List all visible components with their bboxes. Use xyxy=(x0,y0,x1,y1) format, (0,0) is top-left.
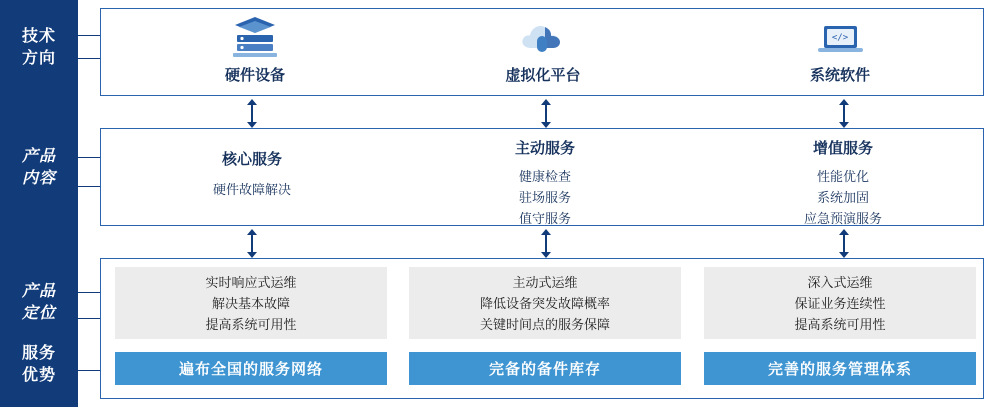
rail-label-line2: 定位 xyxy=(21,305,56,322)
rail-label-line2: 方向 xyxy=(21,50,56,67)
rail-label-line1: 产品 xyxy=(21,148,56,165)
positioning-line: 保证业务连续性 xyxy=(794,295,886,311)
positioning-line: 解决基本故障 xyxy=(211,295,290,311)
positioning-line: 降低设备突发故障概率 xyxy=(479,295,610,311)
positioning-card-realtime[interactable] xyxy=(115,267,387,339)
rail-label-line2: 内容 xyxy=(21,170,56,187)
product-content-core[interactable] xyxy=(122,150,382,200)
laptop-code-icon xyxy=(740,14,940,60)
arrow-hardware-core xyxy=(251,105,253,122)
rail-label-line1: 服务 xyxy=(21,345,56,362)
arrow-core-positioning xyxy=(251,235,253,252)
tech-item-system-software[interactable] xyxy=(740,14,940,85)
tech-item-label: 系统软件 xyxy=(809,67,870,84)
rail-label-product-content xyxy=(0,146,78,190)
positioning-card-proactive[interactable] xyxy=(409,267,681,339)
arrow-value-positioning xyxy=(843,235,845,252)
product-content-item: 性能优化 xyxy=(816,169,869,184)
positioning-line: 实时响应式运维 xyxy=(205,274,297,290)
positioning-card-indepth[interactable] xyxy=(704,267,976,339)
product-content-item: 值守服务 xyxy=(518,211,571,226)
rail-label-tech-direction xyxy=(0,26,78,70)
product-content-item: 驻场服务 xyxy=(518,190,571,205)
rail-label-service-advantages xyxy=(0,343,78,387)
positioning-line: 提高系统可用性 xyxy=(205,316,297,332)
advantage-bar-management-system[interactable]: 完善的服务管理体系 xyxy=(704,352,976,385)
product-content-item: 硬件故障解决 xyxy=(212,182,291,197)
advantage-bar-network[interactable]: 遍布全国的服务网络 xyxy=(115,352,387,385)
rail-label-product-positioning xyxy=(0,281,78,325)
tech-item-label: 虚拟化平台 xyxy=(505,67,581,84)
server-stack-icon xyxy=(155,14,355,60)
product-content-title: 主动服务 xyxy=(514,140,575,157)
positioning-line: 关键时间点的服务保障 xyxy=(479,316,610,332)
arrow-virtualization-active xyxy=(545,105,547,122)
product-content-value-added[interactable] xyxy=(713,139,973,229)
rail-label-line1: 产品 xyxy=(21,283,56,300)
product-content-title: 增值服务 xyxy=(812,140,873,157)
rail-label-line2: 优势 xyxy=(21,367,56,384)
arrow-software-value xyxy=(843,105,845,122)
arrow-active-positioning xyxy=(545,235,547,252)
cloud-virtualization-icon xyxy=(443,14,643,60)
product-content-title: 核心服务 xyxy=(221,151,282,168)
svg-text:</>: </> xyxy=(831,33,849,43)
tech-item-label: 硬件设备 xyxy=(224,67,285,84)
product-content-active[interactable] xyxy=(415,139,675,229)
positioning-line: 深入式运维 xyxy=(807,274,873,290)
positioning-line: 提高系统可用性 xyxy=(794,316,886,332)
product-content-item: 系统加固 xyxy=(816,190,869,205)
product-content-item: 健康检查 xyxy=(518,169,571,184)
tech-item-virtualization[interactable] xyxy=(443,14,643,85)
positioning-line: 主动式运维 xyxy=(512,274,578,290)
product-content-item: 应急预演服务 xyxy=(803,211,882,226)
rail-label-line1: 技术 xyxy=(21,28,56,45)
advantage-bar-spare-parts[interactable]: 完备的备件库存 xyxy=(409,352,681,385)
tech-item-hardware[interactable] xyxy=(155,14,355,85)
